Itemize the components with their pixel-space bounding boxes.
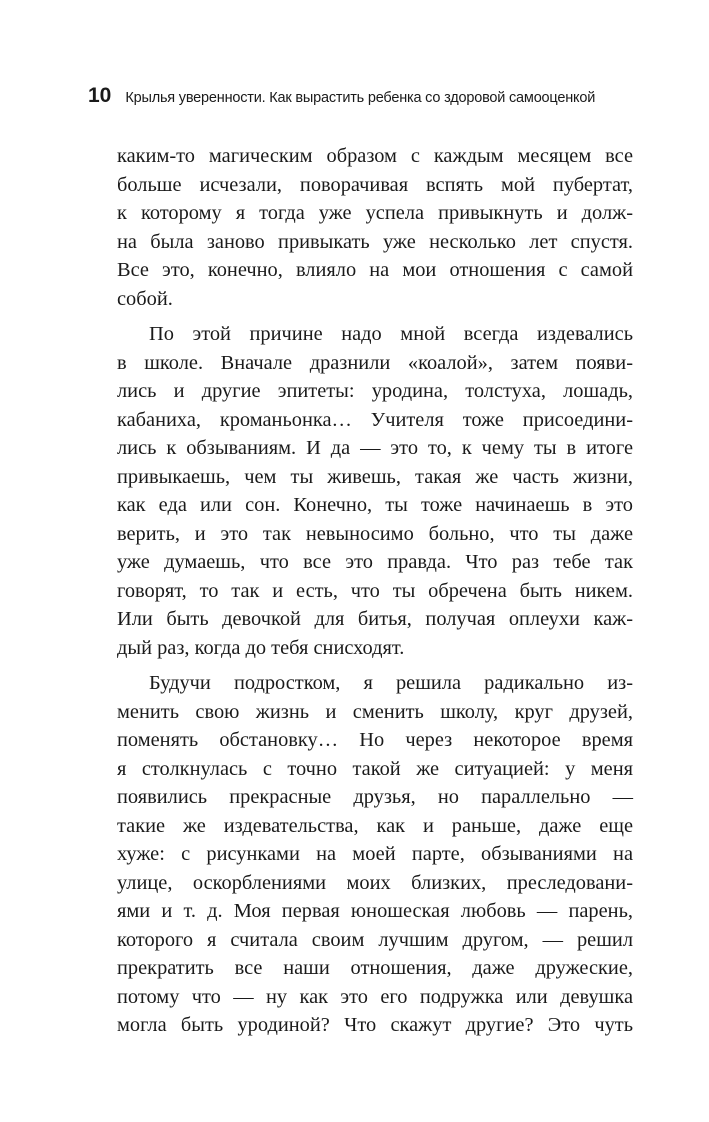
paragraph-3 — [117, 669, 633, 1040]
text-line: менить свою жизнь и сменить школу, круг друзей, — [117, 700, 633, 723]
text-line: Или быть девочкой для битья, получая оплеухи каж- — [117, 608, 633, 630]
text-line: которого я считала своим лучшим другом, — решил — [117, 928, 633, 951]
book-title: Крылья уверенности. Как вырастить ребенка со здоровой самооценкой — [125, 90, 596, 106]
text-line: на была заново привыкать уже несколько лет спустя. — [117, 230, 633, 253]
text-line: Все это, конечно, влияло на мои отношения с самой — [117, 259, 633, 281]
text-line: дый раз, когда до тебя снисходят. — [117, 636, 405, 659]
text-line: улице, оскорблениями моих близких, преследовани- — [117, 871, 633, 894]
text-line: кабаниха, кроманьонка… Учителя тоже присоедини- — [117, 408, 633, 431]
text-line: могла быть уродиной? Что скажут другие? Это чуть — [117, 1014, 633, 1036]
text-line: потому что — ну как это его подружка или девушка — [117, 985, 633, 1008]
text-line: Будучи подростком, я решила радикально из- — [149, 672, 633, 694]
paragraph-2 — [117, 320, 633, 662]
text-line: уже думаешь, что все это правда. Что раз тебе так — [117, 551, 633, 573]
text-line: я столкнулась с точно такой же ситуацией: у меня — [117, 757, 633, 780]
text-line: ями и т. д. Моя первая юношеская любовь — парень, — [117, 900, 633, 922]
text-line: к которому я тогда уже успела привыкнуть и долж- — [117, 202, 633, 224]
text-line: лись и другие эпитеты: уродина, толстуха, лошадь, — [117, 380, 633, 402]
text-line: как еда или сон. Конечно, ты тоже начинаешь в это — [117, 494, 633, 516]
text-line: больше исчезали, поворачивая вспять мой пубертат, — [117, 173, 633, 196]
text-line: такие же издевательства, как и раньше, даже еще — [117, 814, 633, 837]
text-line: каким-то магическим образом с каждым месяцем все — [117, 145, 633, 167]
page-number: 10 — [88, 84, 112, 107]
paragraph-1 — [117, 142, 633, 313]
text-line: прекратить все наши отношения, даже дружеские, — [117, 957, 633, 979]
text-line: в школе. Вначале дразнили «коалой», затем появи- — [117, 351, 633, 374]
text-line: поменять обстановку… Но через некоторое время — [117, 729, 633, 751]
text-line: хуже: с рисунками на моей парте, обзываниями на — [117, 843, 633, 865]
running-head — [88, 84, 648, 114]
text-line: собой. — [117, 287, 173, 310]
text-line: привыкаешь, чем ты живешь, такая же часть жизни, — [117, 465, 633, 488]
text-line: По этой причине надо мной всегда издевались — [149, 323, 633, 345]
text-line: говорят, то так и есть, что ты обречена быть никем. — [117, 579, 633, 602]
text-line: появились прекрасные друзья, но параллельно — — [117, 786, 633, 808]
body-text — [117, 142, 633, 1040]
text-line: лись к обзываниям. И да — это то, к чему ты в итоге — [117, 437, 633, 459]
text-line: верить, и это так невыносимо больно, что ты даже — [117, 522, 633, 545]
